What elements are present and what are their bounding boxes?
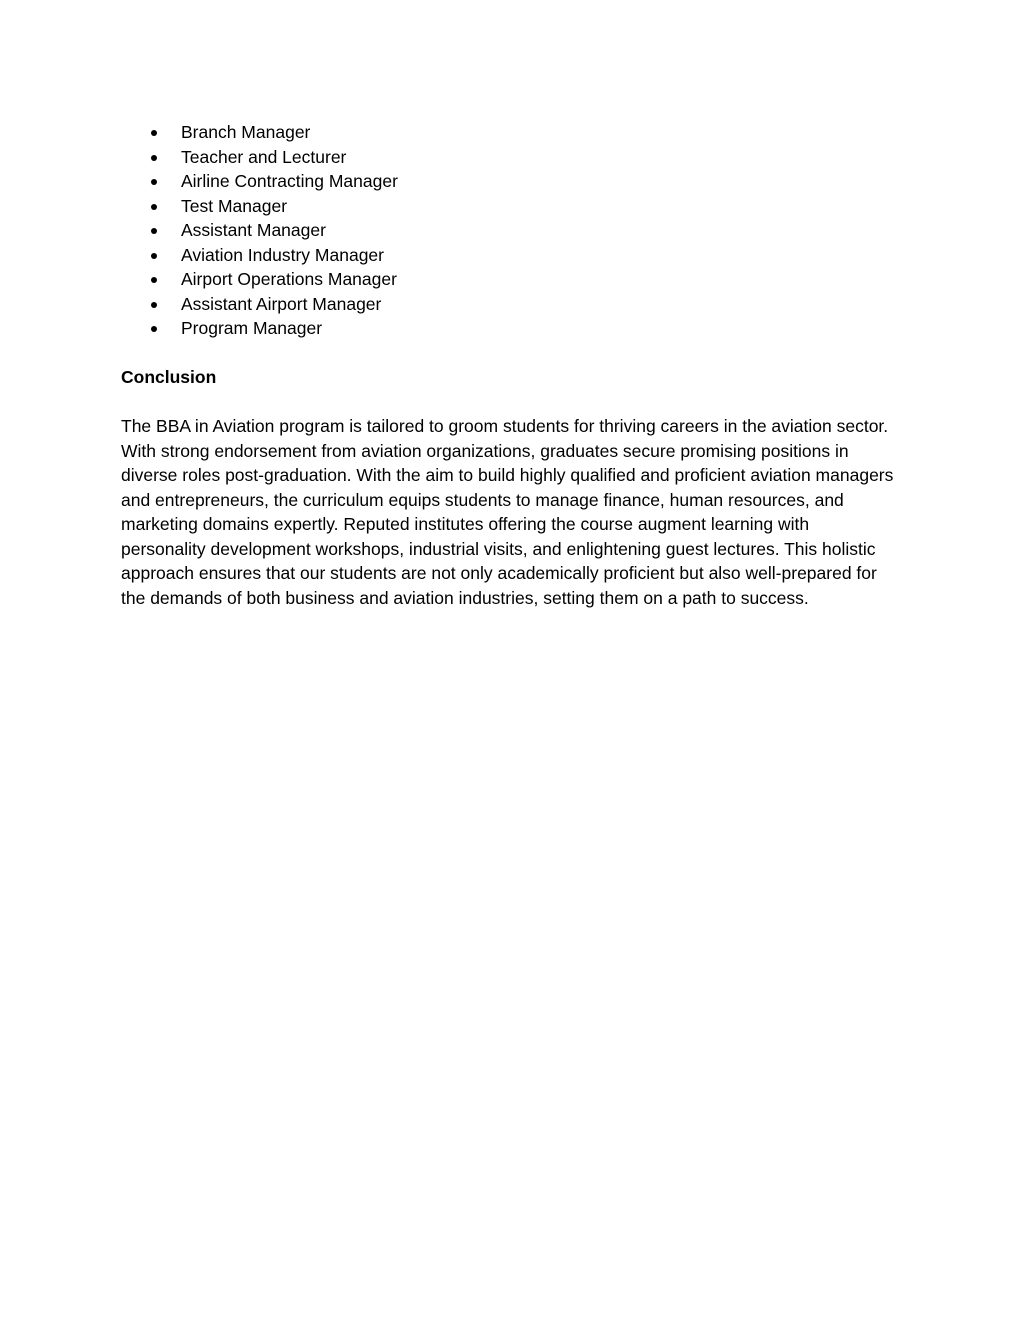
list-item bbox=[121, 218, 901, 243]
career-roles-list bbox=[121, 120, 901, 341]
list-item bbox=[121, 194, 901, 219]
bullet-icon bbox=[151, 228, 157, 234]
conclusion-paragraph: The BBA in Aviation program is tailored to groom students for thriving careers in the aviation sector. With strong endorsement from aviation organizations, graduates secure promising positions in diverse roles post-graduation. With the aim to build highly qualified and proficient aviation managers and entrepreneurs, the curriculum equips students to manage finance, human resources, and marketing domains expertly. Reputed institutes offering the course augment learning with personality development workshops, industrial visits, and enlightening guest lectures. This holistic approach ensures that our students are not only academically proficient but also well-prepared for the demands of both business and aviation industries, setting them on a path to success. bbox=[121, 416, 894, 608]
list-item-text: Aviation Industry Manager bbox=[181, 244, 384, 265]
list-item bbox=[121, 243, 901, 268]
bullet-icon bbox=[151, 277, 157, 283]
list-item-text: Test Manager bbox=[181, 195, 288, 216]
list-item-text: Assistant Manager bbox=[181, 220, 326, 240]
list-item bbox=[121, 292, 901, 317]
list-item-text: Airport Operations Manager bbox=[181, 269, 397, 289]
list-item bbox=[121, 145, 901, 170]
list-item-text: Program Manager bbox=[181, 318, 323, 338]
list-item-text: Teacher and Lecturer bbox=[181, 146, 347, 167]
list-item bbox=[121, 169, 901, 194]
bullet-icon bbox=[151, 155, 157, 161]
bullet-icon bbox=[151, 326, 157, 332]
page-content bbox=[121, 120, 901, 610]
list-item-text: Airline Contracting Manager bbox=[181, 171, 398, 191]
bullet-icon bbox=[151, 253, 157, 259]
list-item bbox=[121, 120, 901, 145]
bullet-icon bbox=[151, 130, 157, 136]
list-item-text: Assistant Airport Manager bbox=[181, 293, 382, 314]
list-item bbox=[121, 316, 901, 341]
bullet-icon bbox=[151, 302, 157, 308]
list-item-text: Branch Manager bbox=[181, 122, 311, 142]
list-item bbox=[121, 267, 901, 292]
bullet-icon bbox=[151, 179, 157, 185]
conclusion-heading: Conclusion bbox=[121, 366, 217, 387]
bullet-icon bbox=[151, 204, 157, 210]
